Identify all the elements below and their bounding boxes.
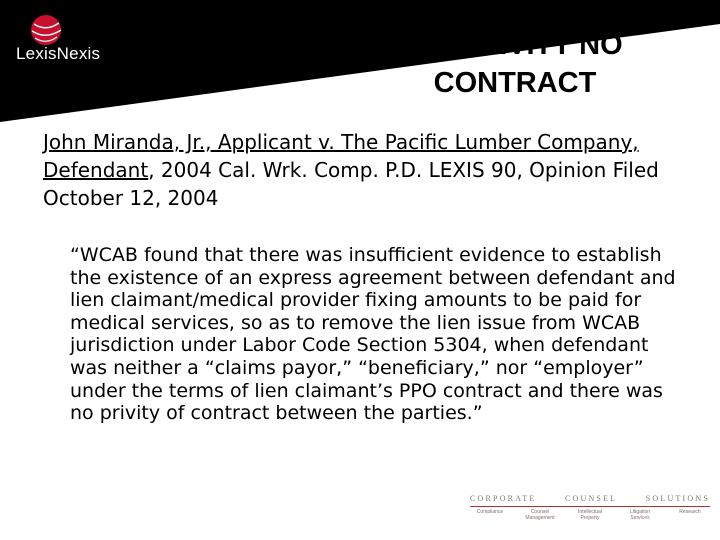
footer-tabs (470, 509, 710, 521)
footer-tab: Litigation Services (629, 509, 650, 521)
footer-brand-word: SOLUTIONS (645, 494, 710, 503)
footer-tab: Compliance (476, 509, 504, 515)
footer-divider (470, 506, 710, 507)
footer-brand-words (470, 494, 710, 503)
citation-details: , 2004 Cal. Wrk. Comp. P.D. LEXIS 90, Opinion Filed October 12, 2004 (43, 158, 659, 210)
case-quote: “WCAB found that there was insufficient evidence to establish the existence of an express agreement between defendant and lien claimant/medical provider fixing amounts to be paid for medical services, so as to remove the lien issue from WCAB jurisdiction under Labor Code Section 5304, when defendant was neither a “claims payor,” “beneficiary,” nor “employer” under the terms of lien claimant’s PPO contract and there was no privity of contract between the parties.” (70, 244, 676, 425)
footer-tab: Counsel Management (525, 509, 555, 521)
footer-tab: Intellectual Property (578, 509, 602, 521)
slide-title: NO PRIVITY NO CONTRACT (407, 29, 623, 99)
footer-tab: Research (679, 509, 701, 515)
footer-brand-word: CORPORATE (470, 494, 537, 503)
footer-brand-word: COUNSEL (564, 494, 618, 503)
footer-branding (470, 494, 710, 530)
case-name[interactable]: John Miranda, Jr., Applicant v. The Pacific Lumber Company, Defendant (43, 130, 639, 182)
logo-text: LexisNexis (16, 44, 101, 63)
case-citation (43, 128, 693, 212)
